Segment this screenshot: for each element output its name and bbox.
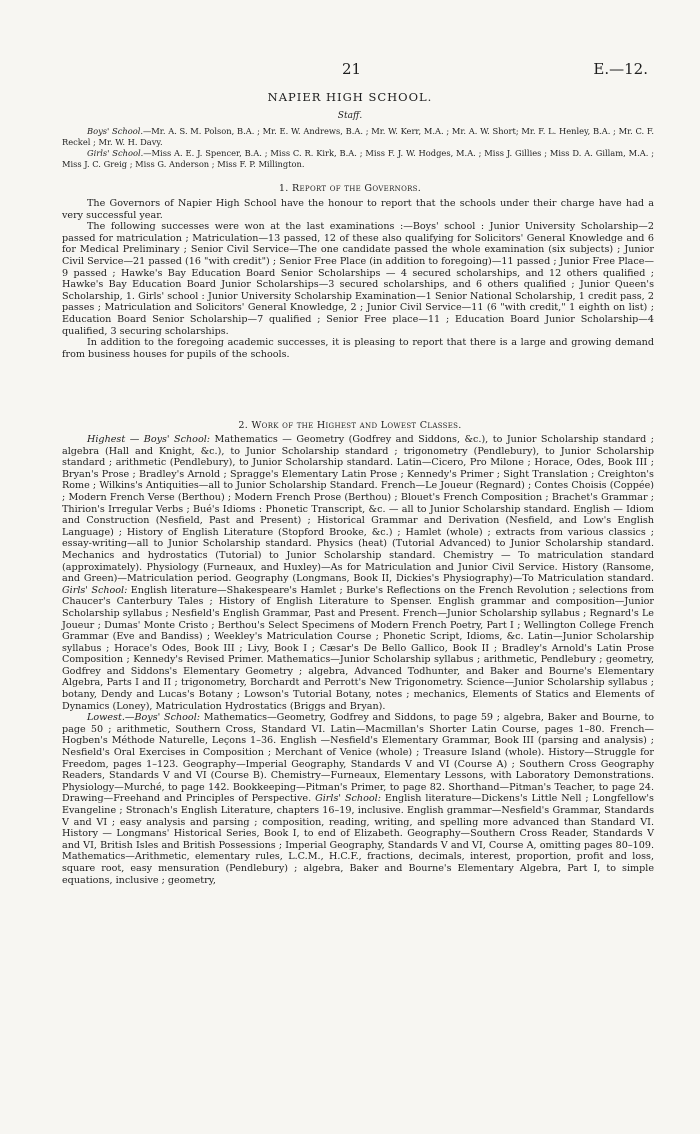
paragraph: In addition to the foregoing academic successes, it is pleasing to report that there is a large and growing demand from business houses for pupils of the schools. — [62, 337, 654, 360]
lowest-boys-label: Lowest.—Boys' School: — [87, 712, 201, 724]
boys-staff — [62, 126, 654, 148]
lowest-girls-label: Girls' School: — [315, 793, 381, 805]
staff-list — [62, 126, 654, 170]
boys-staff-text: —Mr. A. S. M. Polson, B.A. ; Mr. E. W. Andrews, B.A. ; Mr. W. Kerr, M.A. ; Mr. A. W. Short; Mr. F. L. Henley, B.A. ; Mr. C. F. Reckel ; Mr. W. H. Davy. — [62, 126, 654, 147]
section-2-body — [62, 434, 654, 886]
lowest-girls-text: English literature—Dickens's Little Nell ; Longfellow's Evangeline ; Stronach's English Literature, chapters 16–19, inclusive. English grammar—Nesfield's Grammar, Standards V and VI ; easy analysis and parsing ; composition, reading, writing, and spelling more advanced than Standard VI. History — Longmans' Historical Series, Book I, to end of Elizabeth. Geography—Southern Cross Reader, Standards V and VI, British Isles and British Possessions ; Imperial Geography, Standards V and VI, Course A, omitting pages 80–109. Mathematics—Arithmetic, elementary rules, L.C.M., H.C.F., fractions, decimals, interest, proportion, profit and loss, square root, easy mensuration (Pendlebury) ; algebra, Baker and Bourne's Elementary Algebra, Part I, to simple equations, inclusive ; geometry, — [62, 793, 654, 886]
section-2-number: 2. — [238, 420, 249, 431]
school-title: NAPIER HIGH SCHOOL. — [267, 90, 433, 104]
section-1-body — [62, 198, 654, 360]
girls-staff-label: Girls' School. — [87, 148, 144, 158]
highest-boys-text: Mathematics — Geometry (Godfrey and Siddons, &c.), to Junior Scholarship standard ; algebra (Hall and Knight, &c.), to Junior Scholarship standard ; trigonometry (Pendlebury), to Junior Scholarship standard ; arithmetic (Pendlebury), to Junior Scholarship standard. Latin—Cicero, Pro Milone ; Horace, Odes, Book III ; Bryan's Prose ; Bradley's Arnold ; Spragge's Elementary Latin Prose ; Kennedy's Primer ; Sight Translation ; Creighton's Rome ; Wilkins's Antiquities—all to Junior Scholarship Standard. French—Le Joueur (Regnard) ; Contes Choisis (Coppée) ; Modern French Verse (Berthou) ; Modern French Prose (Berthou) ; Blouet's French Composition ; Brachet's Grammar ; Thirion's Irregular Verbs ; Bué's Idioms : Phonetic Transcript, &c. — all to Junior Scholarship standard. English — Idiom and Construction (Nesfield, Past and Present) ; Historical Grammar and Derivation (Nesfield, and Low's English Language) ; History of English Literature (Stopford Brooke, &c.) ; Hamlet (whole) ; extracts from various classics ; essay-writing—all to Junior Scholarship standard. Physics (heat) (Tutorial Advanced) to Junior Scholarship standard. Mechanics and hydrostatics (Tutorial) to Junior Scholarship standard. Chemistry — To matriculation standard (approximately). Physiology (Furneaux, and Huxley)—As for Matriculation and Junior Civil Service. History (Ransome, and Green)—Matriculation period. Geography (Longmans, Book II, Dickies's Physiography)—To Matriculation standard. — [62, 434, 654, 585]
lowest-class-paragraph — [62, 712, 654, 886]
section-1-number: 1. — [278, 183, 289, 194]
boys-staff-label: Boys' School. — [87, 126, 143, 136]
section-2-heading — [0, 420, 700, 431]
lowest-boys-text: Mathematics—Geometry, Godfrey and Siddons, to page 59 ; algebra, Baker and Bourne, to page 50 ; arithmetic, Southern Cross, Standard VI. Latin—Macmillan's Shorter Latin Course, pages 1–80. French—Hogben's Méthode Naturelle, Leçons 1–36. English —Nesfield's Elementary Grammar, Book III (parsing and analysis) ; Nesfield's Oral Exercises in Composition ; Merchant of Venice (whole) ; Treasure Island (whole). History—Struggle for Freedom, pages 1–123. Geography—Imperial Geography, Standards V and VI (Course A) ; Southern Cross Geography Readers, Standards V and VI (Course B). Chemistry—Furneaux, Elementary Lessons, with Laboratory Demonstrations. Physiology—Murché, to page 142. Bookkeeping—Pitman's Primer, to page 82. Shorthand—Pitman's Teacher, to page 24. Drawing—Freehand and Principles of Perspective. — [62, 712, 654, 805]
paragraph: The Governors of Napier High School have the honour to report that the schools under their charge have had a very successful year. — [62, 198, 654, 221]
section-1-heading — [0, 183, 700, 194]
page-number: 21 — [342, 60, 362, 78]
staff-heading: Staff. — [337, 111, 363, 121]
highest-girls-label: Girls' School: — [62, 584, 128, 596]
highest-boys-label: Highest — Boys' School: — [87, 434, 211, 445]
girls-staff-text: —Miss A. E. J. Spencer, B.A. ; Miss C. R. Kirk, B.A. ; Miss F. J. W. Hodges, M.A. ; Miss J. Gillies ; Miss D. A. Gillam, M.A. ; Miss J. C. Greig ; Miss G. Anderson ; Miss F. P. Millington. — [62, 148, 654, 169]
page-reference: E.—12. — [593, 60, 648, 78]
paragraph: The following successes were won at the last examinations :—Boys' school : Junior University Scholarship—2 passed for matriculation ; Matriculation—13 passed, 12 of these also qualifying for Solicitors' General Knowledge and 6 for Medical Preliminary ; Senior Civil Service—The one candidate passed the whole examination (six subjects) ; Junior Civil Service—21 passed (16 "with credit") ; Senior Free Place (in addition to foregoing)—11 passed ; Junior Free Place—9 passed ; Hawke's Bay Education Board Senior Scholarships — 4 secured scholarships, and 12 others qualified ; Hawke's Bay Education Board Junior Scholarships—3 secured scholarships, and 6 others qualified ; Junior Queen's Scholarship, 1. Girls' school : Junior University Scholarship Examination—1 Senior National Scholarship, 1 credit pass, 2 passes ; Matriculation and Solicitors' General Knowledge, 2 ; Junior Civil Service—11 (6 "with credit," 1 eighth on list) ; Education Board Senior Scholarship—7 qualified ; Senior Free place—11 ; Education Board Junior Scholarship—4 qualified, 3 securing scholarships. — [62, 221, 654, 337]
section-2-title: Work of the Highest and Lowest Classes. — [251, 420, 462, 431]
section-1-title: Report of the Governors. — [292, 183, 422, 194]
highest-class-paragraph — [62, 434, 654, 712]
girls-staff — [62, 148, 654, 170]
highest-girls-text: English literature—Shakespeare's Hamlet ; Burke's Reflections on the French Revolution ; selections from Chaucer's Canterbury Tales ; History of English Literature to Spenser. English grammar and composition—Junior Scholarship syllabus ; Nesfield's English Grammar, Past and Present. French—Junior Scholarship syllabus ; Regnard's Le Joueur ; Dumas' Monte Cristo ; Berthou's Select Specimens of Modern French Poetry, Part I ; Wellington College French Grammar (Eve and Bandiss) ; Weekley's Matriculation Course ; Phonetic Script, Idioms, &c. Latin—Junior Scholarship syllabus ; Horace's Odes, Book III ; Livy, Book I ; Cæsar's De Bello Gallico, Book II ; Bradley's Arnold's Latin Prose Composition ; Kennedy's Revised Primer. Mathematics—Junior Scholarship syllabus ; arithmetic, Pendlebury ; geometry, Godfrey and Siddons's Elementary Geometry ; algebra, Advanced Todhunter, and Baker and Bourne's Elementary Algebra, Parts I and II ; trigonometry, Borchardt and Perrott's New Trigonometry. Science—Junior Scholarship syllabus ; botany, Dendy and Lucas's Botany ; Lowson's Tutorial Botany, notes ; mechanics, Elements of Statics and Elements of Dynamics (Loney), Matriculation Hydrostatics (Briggs and Bryan). — [62, 584, 654, 712]
